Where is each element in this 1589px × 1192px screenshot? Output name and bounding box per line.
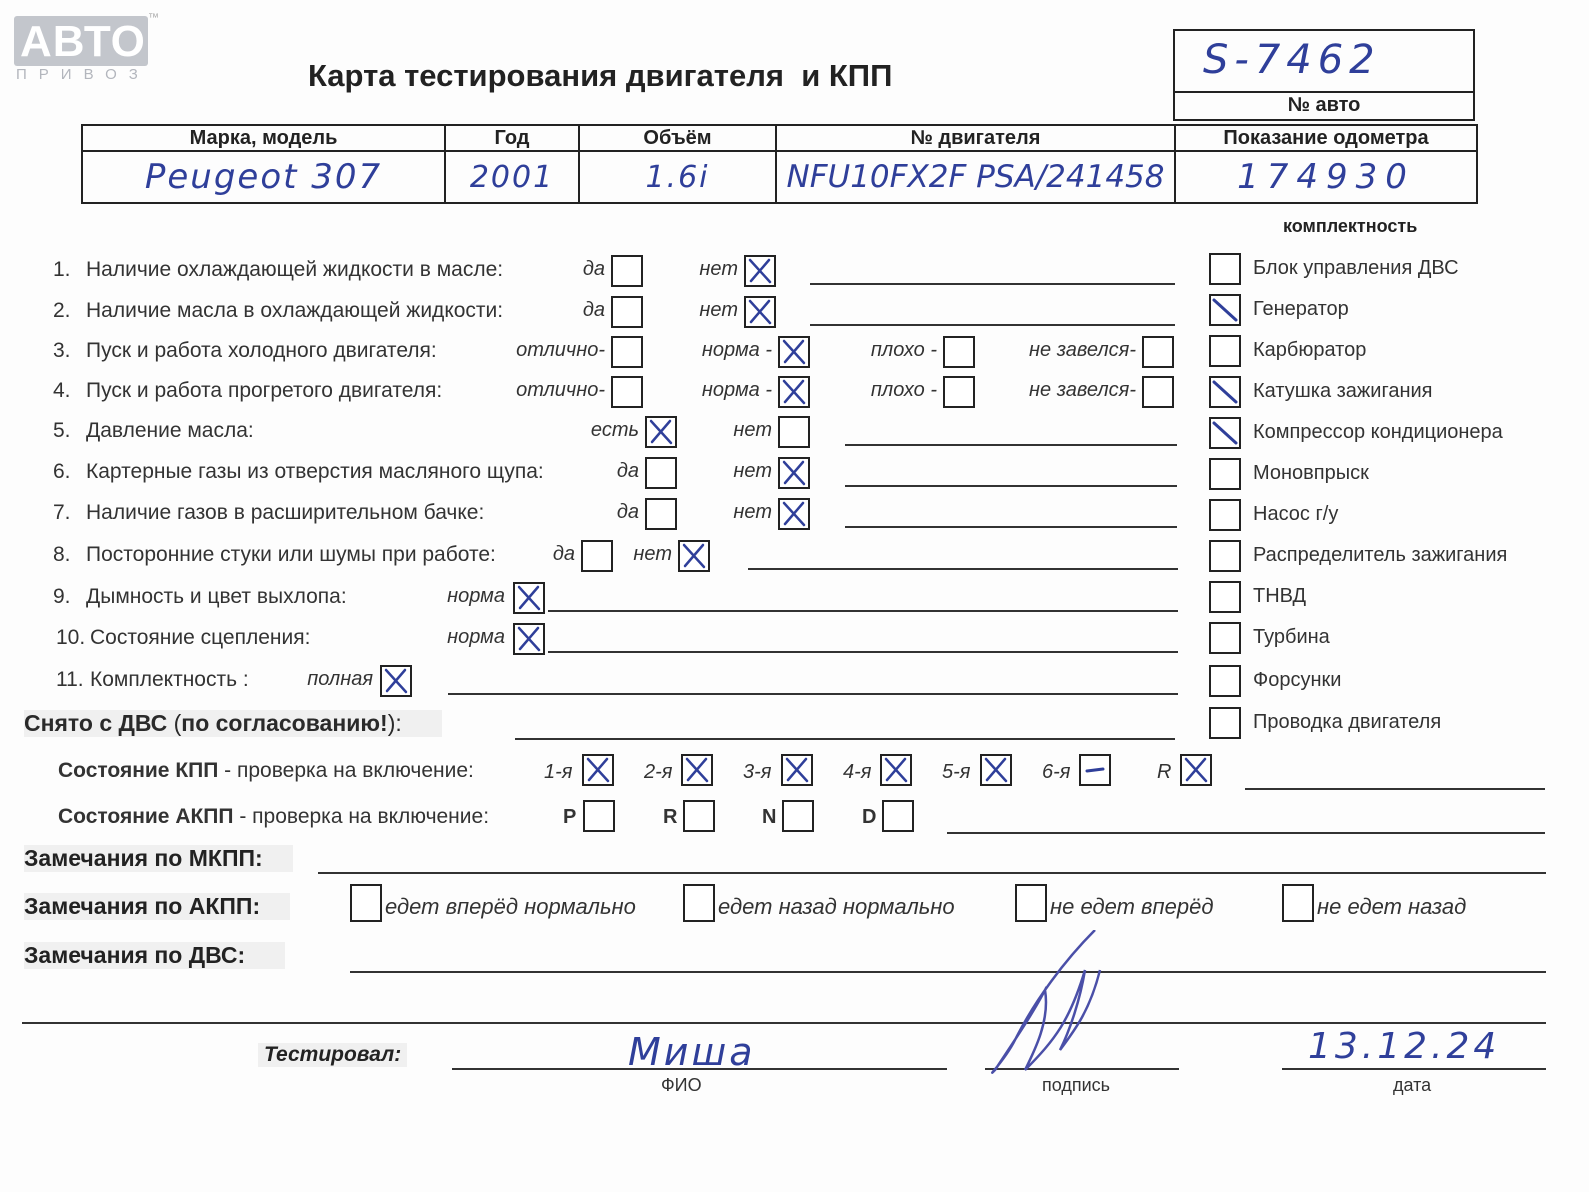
logo-text: АВТО <box>20 17 146 66</box>
question-number: 9. <box>53 585 71 608</box>
option-label: плохо - <box>870 379 937 401</box>
col-year: Год <box>494 126 530 149</box>
value-make-model: Peugeot 307 <box>144 157 383 197</box>
kpp-line <box>1245 788 1545 790</box>
option-label: нет <box>733 501 772 523</box>
gear-checkbox[interactable] <box>880 754 912 786</box>
option-checkbox[interactable] <box>581 540 613 572</box>
tested-by-label: Тестировал: <box>258 1043 407 1067</box>
removed-label-close: ): <box>387 710 402 736</box>
option-checkbox[interactable] <box>645 498 677 530</box>
gear-label: R <box>1157 761 1172 783</box>
auto-number-label: № авто <box>1287 94 1361 116</box>
removed-label-bold: Снято с ДВС <box>24 710 168 736</box>
akpp-label <box>58 805 489 829</box>
akpp-label-bold: Состояние АКПП <box>58 805 234 828</box>
removed-label-bold2: по согласованию! <box>181 710 388 736</box>
option-label: плохо - <box>870 339 937 361</box>
remarks-mkpp-line <box>318 872 1546 874</box>
equipment-label: Блок управления ДВС <box>1253 257 1459 279</box>
equipment-checkbox[interactable] <box>1209 458 1241 490</box>
equipment-checkbox[interactable] <box>1209 335 1241 367</box>
mode-checkbox[interactable] <box>583 800 615 832</box>
option-checkbox[interactable] <box>778 457 810 489</box>
auto-number-box <box>1173 29 1475 121</box>
vehicle-table <box>81 124 1478 204</box>
gear-checkbox[interactable] <box>681 754 713 786</box>
option-checkbox[interactable] <box>380 665 412 697</box>
equipment-label: Катушка зажигания <box>1253 380 1433 402</box>
gear-checkbox[interactable] <box>980 754 1012 786</box>
akpp-remark-checkbox[interactable] <box>683 884 715 922</box>
akpp-remark-label: не едет назад <box>1317 894 1467 919</box>
option-checkbox[interactable] <box>513 623 545 655</box>
equipment-checkbox[interactable] <box>1209 665 1241 697</box>
mode-checkbox[interactable] <box>782 800 814 832</box>
equipment-label: Карбюратор <box>1253 339 1367 361</box>
option-checkbox[interactable] <box>943 336 975 368</box>
answer-line <box>810 283 1175 285</box>
value-volume: 1.6i <box>645 159 710 195</box>
mode-label: P <box>563 806 577 828</box>
akpp-label-rest: - проверка на включение: <box>233 805 490 828</box>
question-text: Давление масла: <box>86 419 254 442</box>
col-make-model: Марка, модель <box>189 126 338 149</box>
question-text: Пуск и работа холодного двигателя: <box>86 339 437 362</box>
mode-label: D <box>862 806 877 828</box>
signature-caption: подпись <box>1042 1075 1111 1095</box>
question-number: 6. <box>53 460 71 483</box>
option-checkbox[interactable] <box>611 376 643 408</box>
question-number: 1. <box>53 258 71 281</box>
gear-label: 1-я <box>544 761 573 783</box>
removed-label-open: ( <box>167 710 182 736</box>
gear-checkbox[interactable] <box>781 754 813 786</box>
equipment-title: комплектность <box>1283 216 1418 236</box>
equipment-label: ТНВД <box>1253 585 1307 607</box>
equipment-checkbox[interactable] <box>1209 376 1241 408</box>
option-checkbox[interactable] <box>513 582 545 614</box>
mode-checkbox[interactable] <box>882 800 914 832</box>
answer-line <box>845 444 1177 446</box>
date-caption: дата <box>1393 1075 1432 1095</box>
equipment-checkbox[interactable] <box>1209 499 1241 531</box>
question-text: Посторонние стуки или шумы при работе: <box>86 543 496 566</box>
equipment-checkbox[interactable] <box>1209 622 1241 654</box>
question-number: 3. <box>53 339 71 362</box>
equipment-label: Проводка двигателя <box>1253 711 1442 733</box>
value-engine-number: NFU10FX2F PSA/241458 <box>786 159 1165 195</box>
akpp-remark-label: едет вперёд нормально <box>385 894 636 919</box>
option-label: норма - <box>701 339 772 361</box>
equipment-checkbox[interactable] <box>1209 253 1241 285</box>
option-checkbox[interactable] <box>678 540 710 572</box>
equipment-label: Генератор <box>1253 298 1349 320</box>
signature <box>975 930 1135 1080</box>
option-label: отлично- <box>516 339 605 361</box>
option-label: норма <box>447 626 505 648</box>
kpp-label <box>58 759 474 783</box>
logo <box>14 16 148 66</box>
option-label: отлично- <box>516 379 605 401</box>
akpp-remark-checkbox[interactable] <box>350 884 382 922</box>
akpp-line <box>947 832 1545 834</box>
gear-checkbox[interactable] <box>582 754 614 786</box>
question-number: 8. <box>53 543 71 566</box>
option-checkbox[interactable] <box>778 376 810 408</box>
option-label: нет <box>633 543 672 565</box>
col-volume: Объём <box>643 126 712 149</box>
answer-line <box>448 693 1178 695</box>
question-text: Состояние сцепления: <box>90 626 311 649</box>
remarks-akpp-label: Замечания по АКПП: <box>24 893 290 920</box>
gear-checkbox[interactable] <box>1180 754 1212 786</box>
gear-label: 4-я <box>843 761 872 783</box>
question-text: Комплектность : <box>90 668 249 691</box>
removed-label <box>24 710 442 737</box>
option-checkbox[interactable] <box>1142 336 1174 368</box>
akpp-remark-label: едет назад нормально <box>718 894 955 919</box>
option-label: да <box>582 258 605 280</box>
gear-label: 2-я <box>644 761 673 783</box>
answer-line <box>548 651 1178 653</box>
question-number: 10. <box>56 626 86 649</box>
equipment-checkbox[interactable] <box>1209 417 1241 449</box>
question-number: 4. <box>53 379 71 402</box>
option-label: нет <box>733 460 772 482</box>
answer-line <box>810 324 1175 326</box>
answer-line <box>748 568 1178 570</box>
option-label: да <box>552 543 575 565</box>
page-title: Карта тестирования двигателя и КПП <box>308 58 893 93</box>
question-number: 11. <box>56 668 84 691</box>
answer-line <box>845 526 1177 528</box>
gear-label: 5-я <box>942 761 971 783</box>
question-text: Пуск и работа прогретого двигателя: <box>86 379 443 402</box>
option-label: норма <box>447 585 505 607</box>
akpp-remark-checkbox[interactable] <box>1282 884 1314 922</box>
option-checkbox[interactable] <box>778 416 810 448</box>
remarks-mkpp-label: Замечания по МКПП: <box>24 845 293 872</box>
equipment-checkbox[interactable] <box>1209 581 1241 613</box>
akpp-remark-label: не едет вперёд <box>1050 894 1214 919</box>
option-label: нет <box>699 258 738 280</box>
equipment-label: Распределитель зажигания <box>1253 544 1508 566</box>
answer-line <box>548 610 1178 612</box>
mode-label: N <box>762 806 777 828</box>
option-checkbox[interactable] <box>611 296 643 328</box>
gear-label: 3-я <box>743 761 772 783</box>
option-checkbox[interactable] <box>778 336 810 368</box>
logo-trademark: ™ <box>148 12 159 24</box>
option-label: нет <box>699 299 738 321</box>
answer-line <box>845 485 1177 487</box>
option-checkbox[interactable] <box>744 255 776 287</box>
option-label: норма - <box>701 379 772 401</box>
option-label: да <box>616 501 639 523</box>
auto-number-value: S-7462 <box>1203 37 1381 83</box>
option-label: да <box>616 460 639 482</box>
equipment-label: Насос г/у <box>1253 503 1339 525</box>
date-line <box>1282 1068 1546 1070</box>
option-checkbox[interactable] <box>645 416 677 448</box>
removed-line <box>515 738 1175 740</box>
option-checkbox[interactable] <box>1142 376 1174 408</box>
question-text: Картерные газы из отверстия масляного щупа: <box>86 460 544 483</box>
option-label: да <box>582 299 605 321</box>
mode-checkbox[interactable] <box>683 800 715 832</box>
value-odometer: 174930 <box>1237 157 1415 197</box>
akpp-remark-checkbox[interactable] <box>1015 884 1047 922</box>
option-checkbox[interactable] <box>778 498 810 530</box>
question-number: 7. <box>53 501 71 524</box>
equipment-checkbox[interactable] <box>1209 540 1241 572</box>
option-checkbox[interactable] <box>645 457 677 489</box>
question-text: Наличие газов в расширительном бачке: <box>86 501 485 524</box>
option-checkbox[interactable] <box>744 296 776 328</box>
col-odometer: Показание одометра <box>1223 126 1429 149</box>
kpp-label-rest: - проверка на включение: <box>218 759 474 782</box>
option-label: нет <box>733 419 772 441</box>
test-date: 13.12.24 <box>1308 1026 1501 1067</box>
question-number: 5. <box>53 419 71 442</box>
equipment-checkbox[interactable] <box>1209 294 1241 326</box>
equipment-label: Компрессор кондиционера <box>1253 421 1503 443</box>
option-label: полная <box>307 668 373 690</box>
option-checkbox[interactable] <box>611 255 643 287</box>
question-text: Наличие масла в охлаждающей жидкости: <box>86 299 504 322</box>
logo-subtext: ПРИВОЗ <box>16 66 150 83</box>
equipment-label: Моновпрыск <box>1253 462 1369 484</box>
mode-label: R <box>663 806 678 828</box>
option-label: не завелся- <box>1029 379 1136 401</box>
question-text: Наличие охлаждающей жидкости в масле: <box>86 258 504 281</box>
equipment-label: Форсунки <box>1253 669 1342 691</box>
equipment-label: Турбина <box>1253 626 1330 648</box>
name-caption: ФИО <box>661 1075 702 1095</box>
tester-name: Миша <box>628 1030 756 1074</box>
col-engine-number: № двигателя <box>910 126 1041 149</box>
gear-label: 6-я <box>1042 761 1071 783</box>
remarks-dvs-line-2 <box>22 1022 1546 1024</box>
remarks-dvs-label: Замечания по ДВС: <box>24 942 285 969</box>
remarks-dvs-line <box>350 971 1546 973</box>
gear-checkbox[interactable] <box>1079 754 1111 786</box>
kpp-label-bold: Состояние КПП <box>58 759 219 782</box>
value-year: 2001 <box>469 159 555 195</box>
question-text: Дымность и цвет выхлопа: <box>86 585 347 608</box>
option-label: не завелся- <box>1029 339 1136 361</box>
question-number: 2. <box>53 299 71 322</box>
option-checkbox[interactable] <box>943 376 975 408</box>
equipment-checkbox[interactable] <box>1209 707 1241 739</box>
option-checkbox[interactable] <box>611 336 643 368</box>
option-label: есть <box>590 419 639 441</box>
